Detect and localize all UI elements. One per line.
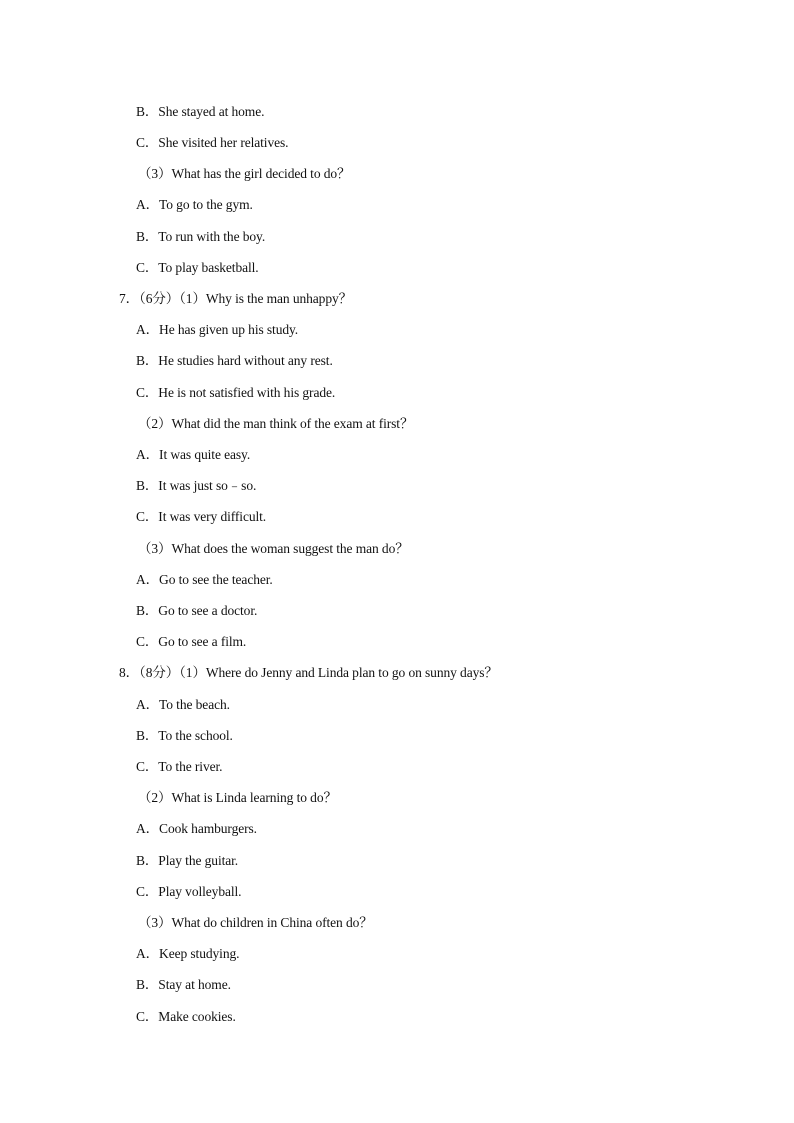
option-8-1-a: A．To the beach. — [136, 697, 230, 712]
option-8-1-c: C．To the river. — [136, 759, 223, 774]
subquestion-7-2: （2）What did the man think of the exam at first？ — [138, 416, 414, 431]
option-6-2-c: C．She visited her relatives. — [136, 135, 289, 150]
question-8: 8．（8分）（1）Where do Jenny and Linda plan to go on sunny days？ — [119, 665, 498, 680]
option-8-2-b: B．Play the guitar. — [136, 853, 239, 868]
option-8-3-b: B．Stay at home. — [136, 977, 231, 992]
option-7-1-b: B．He studies hard without any rest. — [136, 353, 333, 368]
option-8-2-c: C．Play volleyball. — [136, 884, 242, 899]
option-6-3-b: B．To run with the boy. — [136, 229, 266, 244]
option-7-2-b: B．It was just so﹣so. — [136, 478, 257, 493]
subquestion-8-3: （3）What do children in China often do？ — [138, 915, 373, 930]
option-7-1-c: C．He is not satisfied with his grade. — [136, 385, 336, 400]
subquestion-7-3: （3）What does the woman suggest the man do？ — [138, 541, 409, 556]
option-8-2-a: A．Cook hamburgers. — [136, 821, 257, 836]
option-8-3-c: C．Make cookies. — [136, 1009, 236, 1024]
option-6-3-a: A．To go to the gym. — [136, 197, 253, 212]
option-7-1-a: A．He has given up his study. — [136, 322, 299, 337]
option-6-3-c: C．To play basketball. — [136, 260, 259, 275]
option-7-3-c: C．Go to see a film. — [136, 634, 247, 649]
question-7: 7．（6分）（1）Why is the man unhappy？ — [119, 291, 353, 306]
option-8-3-a: A．Keep studying. — [136, 946, 240, 961]
option-8-1-b: B．To the school. — [136, 728, 233, 743]
option-7-2-a: A．It was quite easy. — [136, 447, 251, 462]
subquestion-6-3: （3）What has the girl decided to do？ — [138, 166, 351, 181]
option-7-2-c: C．It was very difficult. — [136, 509, 267, 524]
option-6-2-b: B．She stayed at home. — [136, 104, 265, 119]
subquestion-8-2: （2）What is Linda learning to do？ — [138, 790, 337, 805]
option-7-3-a: A．Go to see the teacher. — [136, 572, 273, 587]
option-7-3-b: B．Go to see a doctor. — [136, 603, 258, 618]
